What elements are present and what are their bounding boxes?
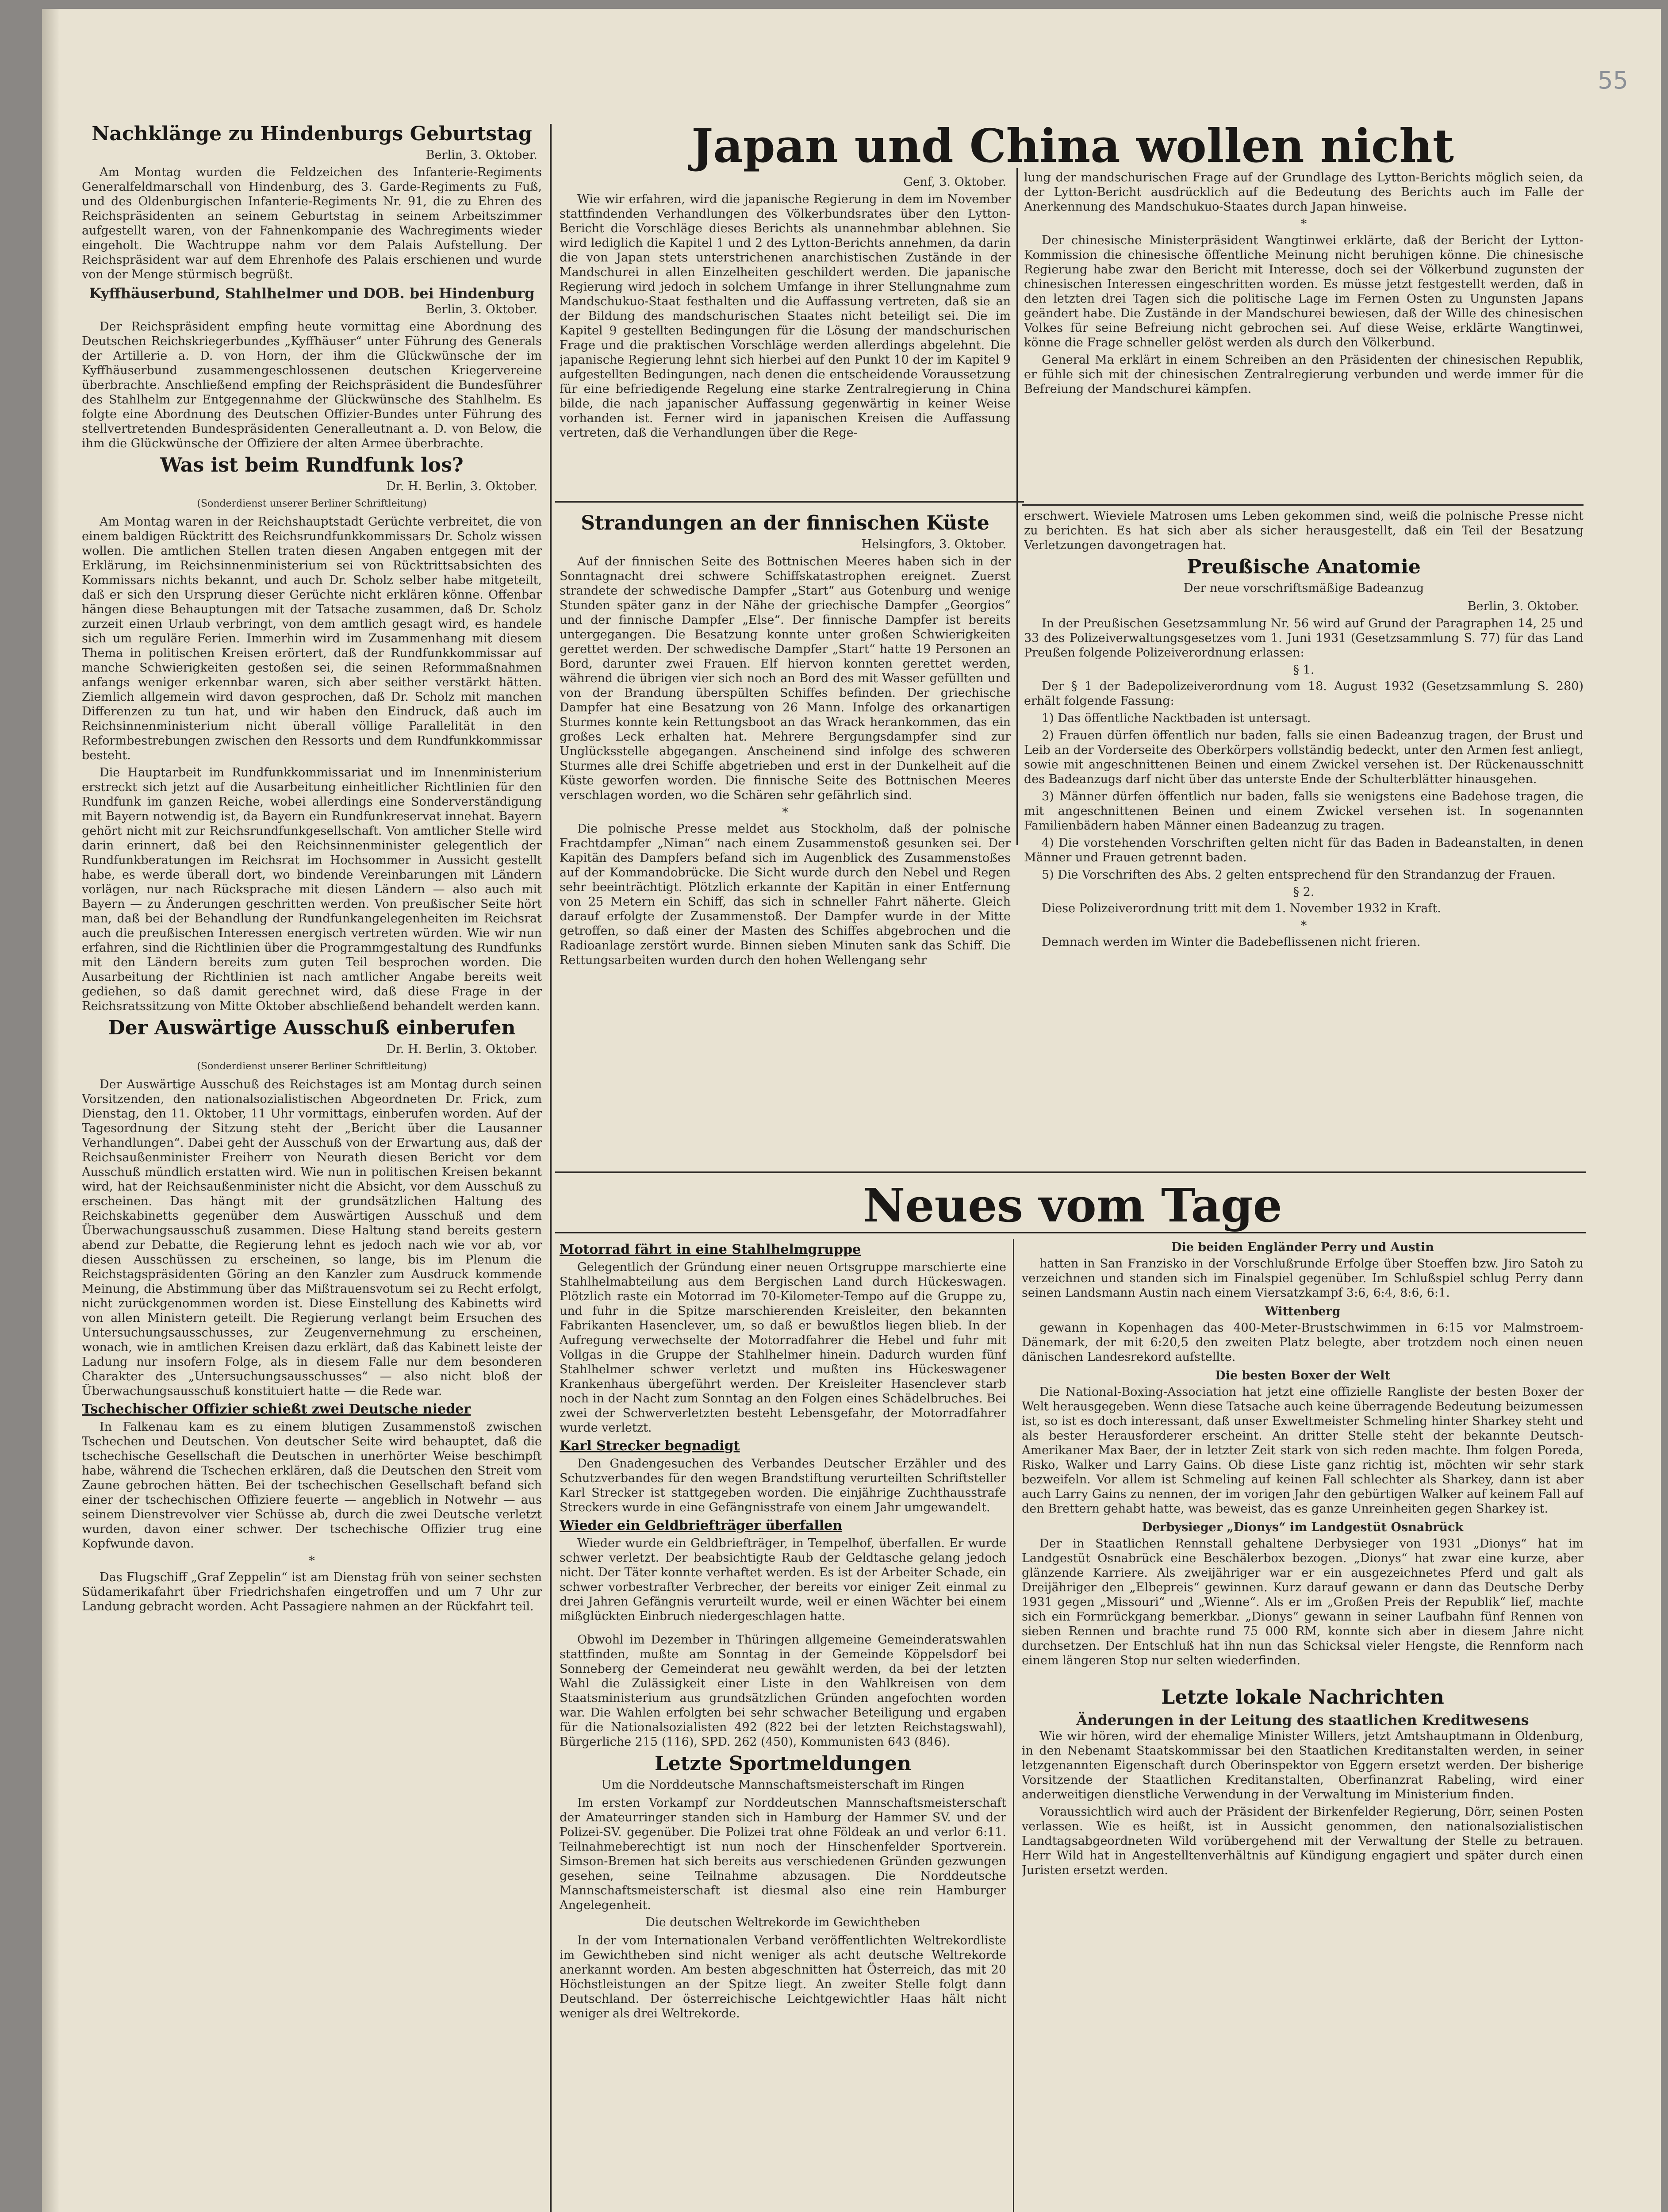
column-rule [550, 124, 552, 2212]
neues-title-box [560, 1179, 1586, 1232]
article-paragraph: Der Auswärtige Ausschuß des Reichstages ist am Montag durch seinen Vorsitzenden, den nationalsozialistischen Abgeordneten Dr. Frick, zum Dienstag, den 11. Oktober, 11 Uhr vormittags, einberufen worden. Auf der Tagesordnung der Sitzung steht der „Bericht über die Lausanner Verhandlungen“. Dabei geht der Ausschuß von der Erwartung aus, daß der Reichsaußenminister Freiherr von Neurath diesen Bericht vor dem Ausschuß mündlich erstatten wird. Wie nun in politischen Kreisen bekannt wird, hat der Reichsaußenminister nicht die Absicht, vor dem Ausschuß zu erscheinen. Das hängt mit der grundsätzlichen Haltung des Reichskabinetts gegenüber dem Auswärtigen Ausschuß und dem Überwachungsausschuß zusammen. Diese Haltung stand bereits gestern abend zur Debatte, die Regierung lehnt es jedoch nach wie vor ab, vor diesen Ausschüssen zu erscheinen, so lange, bis im Plenum die Reichstagspräsidenten Göring an den Kanzler zum Ausdruck kommende Meinung, die Abstimmung über das Mißtrauensvotum sei zu Recht erfolgt, nicht zurückgenommen worden ist. Diese Einstellung des Kabinetts wird von allen Ministern geteilt. Die Regierung verlangt beim Ersuchen des Untersuchungsausschusses, zur Zeugenvernehmung zu erscheinen, wonach, wie in amtlichen Kreisen dazu erklärt, daß das Kabinett leiste der Ladung nur insofern Folge, als in diesem Falle nur dem besonderen Charakter des „Untersuchungsausschusses“ — also nicht bloß der Überwachungsausschuß konstituiert hatte — die Rede war. [82, 1078, 542, 1398]
neues-column-1 [560, 1239, 1006, 2212]
section-rule [555, 501, 1024, 503]
strandung-column [560, 509, 1011, 1168]
article-paragraph: Wie wir erfahren, wird die japanische Regierung in dem im November stattfindenden Verhandlungen des Völkerbundsrates über den Lytton-Bericht die Vorschläge dieses Berichts als unannehmbar ablehnen. Sie wird lediglich die Kapitel 1 und 2 des Lytton-Berichts annehmen, da darin die von Japan stets unterstrichenen anarchistischen Zustände in der Mandschurei in allen Einzelheiten geschildert werden. Die japanische Regierung wird jedoch in solchem Umfange in ihrer Stellungnahme zum Mandschukuo-Staat festhalten und die Auffassung vertreten, daß sie an der Bildung des mandschurischen Staates nicht beteiligt sei. Die im Kapitel 9 gestellten Bedingungen für die Lösung der mandschurischen Frage und die praktischen Vorschläge werden allerdings abgelehnt. Die japanische Regierung lehnt sich hierbei auf den Punkt 10 der im Kapitel 9 aufgestellten Bedingungen, nach denen die entscheidende Voraussetzung für eine befriedigende Regelung eine starke Zentralregierung in China bilde, die nach japanischer Auffassung gegenwärtig in keiner Weise vorhanden ist. Ferner wird in japanischen Kreisen die Auffassung vertreten, daß die Verhandlungen über die Rege- [560, 192, 1011, 440]
section-title: Neues vom Tage [863, 1179, 1282, 1232]
separator-star: * [782, 806, 788, 819]
article-paragraph: Am Montag waren in der Reichshauptstadt Gerüchte verbreitet, die von einem baldigen Rücktritt des Reichsrundfunkkommissars Dr. Scholz wissen wollen. Die amtlichen Stellen traten diesen Angaben entgegen mit der Erklärung, im Reichsinnenministerium sei von Rücktrittsabsichten des Kommissars nichts bekannt, und auch Dr. Scholz selber habe mitgeteilt, daß er sich den Ursprung dieser Gerüchte nicht erklären könne. Offenbar hängen diese Behauptungen mit der Tatsache zusammen, daß Dr. Scholz zurzeit einen Urlaub verbringt, von dem amtlich gesagt wird, es handele sich um reguläre Ferien. Immerhin wird im Zusammenhang mit diesem Thema in politischen Kreisen erörtert, daß der Rundfunkkommissar auf manche Schwierigkeiten gestoßen sei, die seinen Reformmaßnahmen anfangs weniger erkennbar waren, sich aber seither verstärkt hätten. Ziemlich allgemein wird davon gesprochen, daß Dr. Scholz mit manchen Differenzen zu tun hat, und wir haben den Eindruck, daß auch im Reichsinnenministerium nicht überall völlige Parallelität in den Reformbestrebungen zwischen den Ressorts und dem Rundfunkkommissar besteht. [82, 515, 542, 762]
article-paragraph: In der Preußischen Gesetzsammlung Nr. 56 wird auf Grund der Paragraphen 14, 25 und 33 des Polizeiverwaltungsgesetzes vom 1. Juni 1931 (Gesetzsammlung S. 77) für das Land Preußen folgende Polizeiverordnung erlassen: [1024, 617, 1584, 660]
article-title: Letzte Sportmeldungen [654, 1752, 912, 1775]
section-rule [1022, 504, 1584, 506]
japan-column-2 [1024, 170, 1584, 500]
separator-star: * [309, 1554, 315, 1568]
news-headline: Wieder ein Geldbriefträger überfallen [560, 1518, 843, 1533]
list-item: 3) Männer dürfen öffentlich nur baden, falls sie wenigstens eine Badehose tragen, die mit angeschnittenen Beinen und einem Zwickel versehen ist. In sogenannten Familienbädern haben Männer einen Badeanzug zu tragen. [1024, 790, 1584, 833]
article-title: Strandungen an der finnischen Küste [581, 512, 989, 534]
article-paragraph: Der Reichspräsident empfing heute vormittag eine Abordnung des Deutschen Reichskriegerbundes „Kyffhäuser“ unter Führung des Generals der Artillerie a. D. von Horn, der ihm die Glückwünsche der im Kyffhäuserbund zusammengeschlossenen deutschen Kriegervereine überbrachte. Anschließend empfing der Reichspräsident die Bundesführer des Stahlhelm zur Entgegennahme der Glückwünsche des Stahlhelm. Es folgte eine Abordnung des Deutschen Offizier-Bundes unter Führung des stellvertretenden Bundespräsidenten Generalleutnant a. D. von Below, die ihm die Glückwünsche der Offiziere der alten Armee überbrachte. [82, 320, 542, 450]
article-paragraph: Der in Staatlichen Rennstall gehaltene Derbysieger von 1931 „Dionys“ hat im Landgestüt Osnabrück eine Beschälerbox bezogen. „Dionys“ hat zwar eine kurze, aber glänzende Karriere. Als zweijähriger war er ein ausgezeichnetes Pferd und galt als Dreijähriger den „Elbepreis“ gewinnen. Kurz darauf gewann er dann das Deutsche Derby 1931 gegen „Missouri“ und „Wienne“. Als er im „Großen Preis der Republik“ lief, machte sich ein Formrückgang bemerkbar. „Dionys“ gewann in seiner Laufbahn fünf Rennen von sieben Rennen und brachte rund 75 000 RM, konnte sich aber in diesem Jahre nicht durchsetzen. Der Entschluß hat ihn nun das Schicksal vieler Hengste, die Rennform nach einem längeren Stop nur selten wiederfinden. [1022, 1537, 1584, 1667]
article-paragraph: Im ersten Vorkampf zur Norddeutschen Mannschaftsmeisterschaft der Amateurringer standen sich in Hamburg der Hammer SV. und der Polizei-SV. gegenüber. Die Polizei trat ohne Földeak an und verlor 6:11. Teilnahmeberechtigt ist nun noch der Hinschenfelder Sportverein. Simson-Bremen hat sich bereits aus verschiedenen Gründen gezwungen gesehen, seine Teilnahme abzusagen. Die Norddeutsche Mannschaftsmeisterschaft ist diesmal also eine rein Hamburger Angelegenheit. [560, 1796, 1006, 1912]
news-headline: Motorrad fährt in eine Stahlhelmgruppe [560, 1242, 861, 1257]
news-headline: Karl Strecker begnadigt [560, 1438, 740, 1454]
article-paragraph: Der chinesische Ministerpräsident Wangtinwei erklärte, daß der Bericht der Lytton-Kommission die chinesische öffentliche Meinung nicht beruhigen könne. Die chinesische Regierung habe zwar den Bericht mit Interesse, doch sei der Völkerbund zugunsten der chinesischen Interessen eingeschritten worden. Es müsse jetzt festgestellt werden, daß in den letzten drei Tagen sich die politische Lage im Fernen Osten zu Ungunsten Japans geändert habe. Die Zustände in der Mandschurei bewiesen, daß der Wille des chinesischen Volkes für seine Befreiung nicht gebrochen sei. Auf diese Weise, erklärte Wangtinwei, könne die Frage schneller gelöst werden als durch den Völkerbund. [1024, 234, 1584, 349]
news-headline: Die beiden Engländer Perry und Austin [1171, 1240, 1434, 1254]
column-rule [1013, 1239, 1014, 2212]
article-paragraph: Am Montag wurden die Feldzeichen des Infanterie-Regiments Generalfeldmarschall von Hindenburg, des 3. Garde-Regiments zu Fuß, und des Oldenburgischen Infanterie-Regiments Nr. 91, die zu Ehren des Reichspräsidenten an seinem Geburtstag in seinem Arbeitszimmer aufgestellt waren, von der Fahnenkompanie des Wachregiments wieder eingeholt. Die Wachtruppe nahm vor dem Palais Aufstellung. Der Reichspräsident war auf dem Ehrenhofe des Palais erschienen und wurde von der Menge stürmisch begrüßt. [82, 165, 542, 281]
article-paragraph: Demnach werden im Winter die Badebeflissenen nicht frieren. [1042, 935, 1421, 949]
list-item: 4) Die vorstehenden Vorschriften gelten nicht für das Baden in Badeanstalten, in denen Männer und Frauen getrennt baden. [1024, 836, 1584, 864]
article-paragraph: Die polnische Presse meldet aus Stockholm, daß der polnische Frachtdampfer „Niman“ nach einem Zusammenstoß gesunken sei. Der Kapitän des Dampfers befand sich im Augenblick des Zusammenstoßes auf der Kommandobrücke. Die Sicht wurde durch den Nebel und Regen sehr beeinträchtigt. Plötzlich erkannte der Kapitän in einer Entfernung von 25 Metern ein Schiff, das sich in schneller Fahrt näherte. Gleich darauf erfolgte der Zusammenstoß. Der Dampfer wurde in der Mitte getroffen, so daß einer der Masten des Schiffes abgebrochen und die Radioanlage zerstört wurde. Binnen sieben Minuten sank das Schiff. Die Rettungsarbeiten wurden durch den hohen Wellengang sehr [560, 822, 1011, 967]
article-title: Nachklänge zu Hindenburgs Geburtstag [92, 123, 532, 145]
service-note: (Sonderdienst unserer Berliner Schriftleitung) [197, 1061, 427, 1072]
list-item: 5) Die Vorschriften des Abs. 2 gelten entsprechend für den Strandanzug der Frauen. [1042, 868, 1556, 882]
article-paragraph: Die National-Boxing-Association hat jetzt eine offizielle Rangliste der besten Boxer der Welt herausgegeben. Wenn diese Tatsache auch keine überragende Bedeutung beizumessen ist, so ist es doch interessant, daß unser Exweltmeister Schmeling hinter Sharkey steht und als bester Herausforderer erscheint. An dritter Stelle steht der bekannte Deutsch-Amerikaner Max Baer, der in letzter Zeit stark von sich reden machte. Ihm folgen Poreda, Risko, Walker und Larry Gains. Ob diese Liste ganz richtig ist, möchten wir sehr stark bezweifeln. Vor allem ist Schmeling auf keinen Fall schlechter als Sharkey, dann ist aber auch Larry Gains zu nennen, der im vorigen Jahr den gebürtigen Walker auf keinem Fall auf den Brettern gehabt hatte, was beweist, das es ganze Unreinheiten gegen Sharkey ist. [1022, 1385, 1584, 1516]
japan-article [560, 119, 1586, 173]
paragraph-sign: § 2. [1293, 885, 1315, 899]
article-paragraph: Den Gnadengesuchen des Verbandes Deutscher Erzähler und des Schutzverbandes für den wegen Brandstiftung verurteilten Schriftsteller Karl Strecker ist stattgegeben worden. Die einjährige Zuchthausstrafe Streckers wurde in eine Gefängnisstrafe von einem Jahr umgewandelt. [560, 1457, 1006, 1514]
article-paragraph: lung der mandschurischen Frage auf der Grundlage des Lytton-Berichts möglich seien, da der Lytton-Bericht ausdrücklich auf die Bedeutung des Berichts auch im Falle der Anerkennung des Mandschukuo-Staates durch Japan hinweise. [1024, 171, 1584, 214]
page-number: 55 [1598, 66, 1628, 94]
article-paragraph: In der vom Internationalen Verband veröffentlichten Weltrekordliste im Gewichtheben sind nicht weniger als acht deutsche Weltrekorde anerkannt worden. Am besten abgeschnitten hat Österreich, das mit 20 Höchstleistungen an der Spitze liegt. An zweiter Stelle folgt dann Deutschland. Der österreichische Leichtgewichtler Haas hält nicht weniger als drei Weltrekorde. [560, 1934, 1006, 2020]
article-paragraph: Wie wir hören, wird der ehemalige Minister Willers, jetzt Amtshauptmann in Oldenburg, in den Nebenamt Staatskommissar bei den Staatlichen Kreditanstalten werden, in seiner letzgenannten Eigenschaft durch Oberinspektor von Eggern ersetzt werden. Der bisherige Vorsitzende der Staatlichen Kreditanstalten, Oberfinanzrat Rabeling, wird einer anderweitigen dienstliche Verwendung in der Verwaltung im Ministerium finden. [1022, 1729, 1584, 1801]
left-column [82, 119, 542, 2212]
article-title: Der Auswärtige Ausschuß einberufen [108, 1017, 516, 1039]
dateline: Helsingfors, 3. Oktober. [861, 538, 1006, 551]
page-fold-shadow [42, 9, 60, 2212]
separator-star: * [1300, 217, 1307, 231]
article-title: Letzte lokale Nachrichten [1161, 1686, 1444, 1709]
article-paragraph: In Falkenau kam es zu einem blutigen Zusammenstoß zwischen Tschechen und Deutschen. Von deutscher Seite wird behauptet, daß die tschechische Gesellschaft die Deutschen in unerhörter Weise beschimpft habe, während die Tschechen erklären, daß die Deutschen den Streit vom Zaune gebrochen hätten. Bei der tschechischen Gesellschaft befand sich einer der tschechischen Offiziere feuerte — angeblich in Notwehr — aus seinem Dienstrevolver vier Schüsse ab, durch die zwei Deutsche verletzt wurden, davon einer schwer. Der tschechische Offizier trug eine Kopfwunde davon. [82, 1420, 542, 1551]
anatomie-column [1024, 509, 1584, 1168]
article-paragraph: Diese Polizeiverordnung tritt mit dem 1. November 1932 in Kraft. [1042, 902, 1441, 915]
japan-column-1 [560, 175, 1011, 498]
list-item: 1) Das öffentliche Nacktbaden ist untersagt. [1042, 711, 1311, 725]
article-subheading: Änderungen in der Leitung des staatlichen Kreditwesens [1076, 1712, 1529, 1728]
news-headline: Um die Norddeutsche Mannschaftsmeisterschaft im Ringen [601, 1778, 965, 1792]
article-title: Japan und China wollen nicht [691, 119, 1454, 173]
news-headline: Die deutschen Weltrekorde im Gewichtheben [645, 1916, 920, 1929]
dateline: Berlin, 3. Oktober. [426, 148, 537, 162]
news-headline: Derbysieger „Dionys“ im Landgestüt Osnabrück [1142, 1521, 1464, 1534]
article-paragraph: Gelegentlich der Gründung einer neuen Ortsgruppe marschierte eine Stahlhelmabteilung aus dem Bergischen Land durch Hückeswagen. Plötzlich raste ein Motorrad im 70-Kilometer-Tempo auf die Gruppe zu, und fuhr in die Spitze marschierenden Kreisleiter, den bekannten Fabrikanten Hasenclever, um, so daß er bewußtlos liegen blieb. In der Aufregung verwechselte der Motorradfahrer die Hebel und fuhr mit Vollgas in die Gruppe der Stahlhelmer hinein. Dadurch wurden fünf Stahlhelmer schwer verletzt und mußten ins Hückeswagener Krankenhaus übergeführt werden. Der Kreisleiter Hasenclever starb noch in der Nacht zum Sonntag an den Folgen eines Schädelbruches. Bei zwei der Schwerverletzten besteht Lebensgefahr, der Motorradfahrer wurde verletzt. [560, 1260, 1006, 1435]
dateline: Berlin, 3. Oktober. [426, 303, 537, 316]
paragraph-sign: § 1. [1293, 663, 1315, 677]
article-paragraph: General Ma erklärt in einem Schreiben an den Präsidenten der chinesischen Republik, er fühle sich mit der chinesischen Zentralregierung verbunden und werde immer für die Befreiung der Mandschurei kämpfen. [1024, 353, 1584, 396]
article-paragraph: Auf der finnischen Seite des Bottnischen Meeres haben sich in der Sonntagnacht drei schwere Schiffskatastrophen ereignet. Zuerst strandete der schwedische Dampfer „Start“ aus Gotenburg und wenige Stunden später ganz in der Nähe der griechische Dampfer „Georgios“ und der finnische Dampfer „Else“. Der finnische Dampfer ist bereits untergegangen. Die Besatzung konnte unter großen Schwierigkeiten gerettet werden. Der schwedische Dampfer „Start“ hatte 19 Personen an Bord, darunter zwei Frauen. Elf hiervon konnten gerettet werden, während die übrigen vier sich noch an Bord des mit Wasser gefüllten und von der Brandung überspülten Schiffes befinden. Der griechische Dampfer hat eine Besatzung von 26 Mann. Infolge des orkanartigen Sturmes konnte kein Rettungsboot an das Wrack herankommen, das ein großes Leck erhalten hat. Mehrere Bergungsdampfer sind zur Unglücksstelle abgegangen. Anscheinend sind infolge des schweren Sturmes alle drei Schiffe abgetrieben und erst in der Dunkelheit auf die Küste geworfen worden. Die finnische Seite des Bottnischen Meeres verschlagen worden, wo die Schären sehr gefährlich sind. [560, 555, 1011, 802]
dateline: Berlin, 3. Oktober. [1467, 599, 1579, 613]
article-paragraph: Die Hauptarbeit im Rundfunkkommissariat und im Innenministerium erstreckt sich jetzt auf die Ausarbeitung einheitlicher Richtlinien für den Rundfunk im ganzen Reiche, wobei allerdings eine Sonderverständigung mit Bayern notwendig ist, da Bayern ein Rundfunkreservat innehat. Bayern gehört nicht mit zur Reichsrundfunkgesellschaft. Von amtlicher Stelle wird darin erinnert, daß bei den Reichsinnenminister gelegentlich der Rundfunkberatungen im Reichsrat im Hochsommer in Aussicht gestellt habe, es werde überall dort, wo bindende Vereinbarungen mit Ländern vorlägen, nur nach Rücksprache mit diesen Ländern — also auch mit Bayern — zu Änderungen geschritten werden. Von preußischer Seite hört man, daß bei der Behandlung der Rundfunkangelegenheiten im Reichsrat auch die preußischen Interessen energisch vertreten würden. Wie wir nun erfahren, sind die Richtlinien über die Programmgestaltung des Rundfunks mit den Ländern bereits zum guten Teil besprochen worden. Die Ausarbeitung der Richtlinien ist nach amtlicher Angabe bereits weit gediehen, so daß damit gerechnet wird, daß diese Frage in der Reichsratssitzung von Mitte Oktober abschließend behandelt werden kann. [82, 766, 542, 1013]
article-paragraph: Das Flugschiff „Graf Zeppelin“ ist am Dienstag früh von seiner sechsten Südamerikafahrt über Friedrichshafen eingetroffen und um 7 Uhr zur Landung gebracht worden. Acht Passagiere nahmen an der Rückfahrt teil. [82, 1571, 542, 1613]
article-paragraph: erschwert. Wieviele Matrosen ums Leben gekommen sind, weiß die polnische Presse nicht zu berichten. Es hat sich aber als sicher herausgestellt, daß ein Teil der Besatzung Verletzungen davongetragen hat. [1024, 509, 1584, 552]
article-paragraph: gewann in Kopenhagen das 400-Meter-Brustschwimmen in 6:15 vor Malmstroem-Dänemark, der mit 6:20,5 den zweiten Platz belegte, aber trotzdem noch einen neuen dänischen Landesrekord aufstellte. [1022, 1321, 1584, 1364]
news-headline: Die besten Boxer der Welt [1215, 1369, 1390, 1382]
column-rule [1016, 168, 1018, 845]
article-paragraph: Voraussichtlich wird auch der Präsident der Birkenfelder Regierung, Dörr, seinen Posten verlassen. Wie es heißt, ist in Aussicht genommen, den nationalsozialistischen Landtagsabgeordneten Wild vorübergehend mit der Verwaltung der Stelle zu betrauen. Herr Wild hat in Angestelltenverhältnis auf Kündigung engagiert und später durch einen Juristen ersetzt werden. [1022, 1805, 1584, 1877]
article-subheading: Kyffhäuserbund, Stahlhelmer und DOB. bei Hindenburg [89, 285, 535, 302]
section-rule [555, 1171, 1586, 1173]
article-paragraph: Obwohl im Dezember in Thüringen allgemeine Gemeinderatswahlen stattfinden, mußte am Sonntag in der Gemeinde Köppelsdorf bei Sonneberg der Gemeinderat neu gewählt werden, da bei der letzten Wahl die Zulässigkeit einer Liste in den Wahlkreisen von dem Staatsministerium aus grundsätzlichen Gründen angefochten worden war. Die Wahlen erfolgten bei sehr schwacher Beteiligung und ergaben für die Nationalsozialisten 492 (822 bei der letzten Reichstagswahl), Bürgerliche 215 (116), SPD. 262 (450), Kommunisten 643 (846). [560, 1633, 1006, 1749]
article-paragraph: Wieder wurde ein Geldbriefträger, in Tempelhof, überfallen. Er wurde schwer verletzt. Der beabsichtigte Raub der Geldtasche gelang jedoch nicht. Der Täter konnte verhaftet werden. Es ist der Arbeiter Schade, ein schwer vorbestrafter Verbrecher, der bereits vor einiger Zeit einmal zu drei Jahren Gefängnis verurteilt wurde, weil er einen Wächter bei einem mißglückten Einbruch niedergeschlagen hatte. [560, 1536, 1006, 1623]
dateline: Genf, 3. Oktober. [903, 175, 1006, 189]
separator-star: * [1300, 919, 1307, 933]
section-rule [555, 1232, 1586, 1233]
dateline: Dr. H. Berlin, 3. Oktober. [386, 1042, 537, 1056]
news-headline: Wittenberg [1265, 1305, 1341, 1318]
article-title: Tschechischer Offizier schießt zwei Deutsche nieder [82, 1402, 471, 1417]
list-item: 2) Frauen dürfen öffentlich nur baden, falls sie einen Badeanzug tragen, der Brust und Leib an der Vorderseite des Oberkörpers vollständig bedeckt, unter den Armen fest anliegt, sowie mit angeschnittenen Beinen und einem Zwickel versehen ist. Der Rückenausschnitt des Badeanzugs darf nicht über das unterste Ende der Schulterblätter hinausgehen. [1024, 729, 1584, 786]
neues-column-2 [1022, 1239, 1584, 2212]
dateline: Dr. H. Berlin, 3. Oktober. [386, 480, 537, 493]
service-note: (Sonderdienst unserer Berliner Schriftleitung) [197, 498, 427, 509]
article-paragraph: hatten in San Franzisko in der Vorschlußrunde Erfolge über Stoeffen bzw. Jiro Satoh zu verzeichnen und standen sich im Finalspiel gegenüber. Im Schlußspiel schlug Perry dann seinen Landsmann Austin nach einem Viersatzkampf 3:6, 6:4, 8:6, 6:1. [1022, 1257, 1584, 1300]
article-subheading: Der neue vorschriftsmäßige Badeanzug [1183, 581, 1424, 595]
article-paragraph: Der § 1 der Badepolizeiverordnung vom 18. August 1932 (Gesetzsammlung S. 280) erhält folgende Fassung: [1024, 680, 1584, 708]
article-title: Preußische Anatomie [1187, 556, 1421, 578]
article-title: Was ist beim Rundfunk los? [160, 454, 464, 476]
